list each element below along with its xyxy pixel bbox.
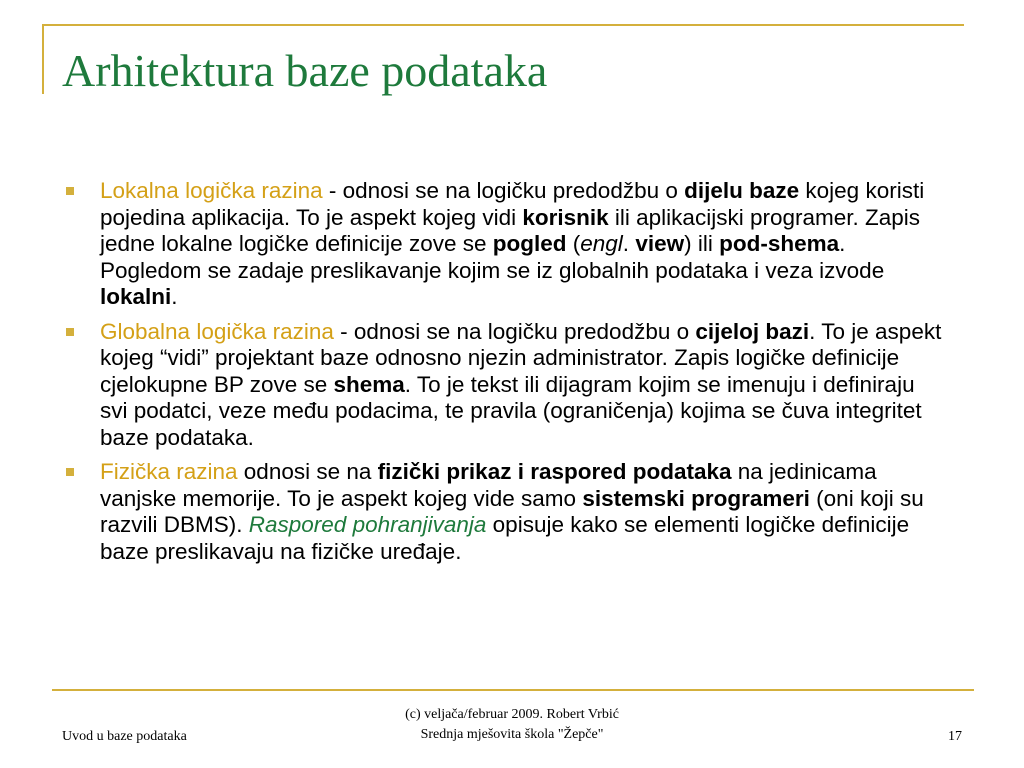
bold-term: pod-shema xyxy=(719,231,840,256)
bullet-item-physical-level xyxy=(66,459,946,565)
footer-school-line: Srednja mješovita škola "Žepče" xyxy=(420,727,604,742)
bold-term: cijeloj bazi xyxy=(695,318,810,344)
square-bullet-icon xyxy=(66,468,74,476)
text-segment: . To je tekst ili dijagram kojim se imenuju i definiraju svi podatci, veze među podacima, te pravila (ograničenja) kojima se čuva integritet baze podataka. xyxy=(100,371,922,450)
footer-copyright-line: (c) veljača/februar 2009. Robert Vrbić xyxy=(405,707,619,722)
text-segment: na jedinicama vanjske memorije. To je aspekt kojeg vide samo xyxy=(100,459,877,511)
text-segment: ili aplikacijski programer. Zapis jedne lokalne logičke definicije zove se xyxy=(100,204,921,256)
italic-green-term: Raspored pohranjivanja xyxy=(248,512,487,537)
bold-term: pogled xyxy=(492,231,567,256)
footer-copyright xyxy=(300,705,724,745)
text-segment: (oni koji su razvili DBMS). xyxy=(100,485,924,537)
text-segment: odnosi se na xyxy=(237,459,378,484)
text-segment: opisuje kako se elementi logičke definicije baze preslikavaju na fizičke uređaje. xyxy=(100,512,910,564)
term-global-logical-level: Globalna logička razina xyxy=(100,318,334,344)
term-local-logical-level: Lokalna logička razina xyxy=(100,178,323,203)
text-segment: . Pogledom se zadaje preslikavanje kojim se iz globalnih podataka i veza izvode xyxy=(100,231,885,283)
slide-body xyxy=(66,178,946,573)
square-bullet-icon xyxy=(66,187,74,195)
bullet-item-local-logical-level xyxy=(66,178,946,311)
text-segment: . xyxy=(171,284,178,309)
bold-term: korisnik xyxy=(522,204,609,230)
bold-term: lokalni xyxy=(100,284,172,309)
text-segment: kojeg koristi pojedina aplikacija. To je aspekt kojeg vidi xyxy=(100,178,925,230)
bold-term: fizički prikaz i raspored podataka xyxy=(377,459,732,484)
bullet-text xyxy=(100,459,924,564)
bullet-text xyxy=(100,319,941,450)
italic-term: engl xyxy=(580,231,623,256)
top-accent-rule xyxy=(42,24,964,26)
square-bullet-icon xyxy=(66,328,74,336)
page-number: 17 xyxy=(948,729,962,744)
bullet-text xyxy=(100,178,924,309)
bold-term: dijelu baze xyxy=(684,178,800,203)
text-segment: . To je aspekt kojeg “vidi” projektant baze odnosno njezin administrator. Zapis logičke definicije cjelokupne BP zove se xyxy=(100,318,942,397)
bold-term: shema xyxy=(333,371,405,397)
text-segment: ) ili xyxy=(684,231,720,256)
bold-term: sistemski programeri xyxy=(582,485,810,511)
footer-course-title: Uvod u baze podataka xyxy=(62,729,187,744)
bold-term: view xyxy=(635,231,685,256)
term-physical-level: Fizička razina xyxy=(100,459,238,484)
text-segment: - odnosi se na logičku predodžbu o xyxy=(333,318,696,344)
text-segment: . xyxy=(622,231,636,256)
text-segment: ( xyxy=(566,231,581,256)
footer-accent-rule xyxy=(52,689,974,691)
left-accent-rule xyxy=(42,24,44,94)
bullet-item-global-logical-level xyxy=(66,319,946,452)
slide-title: Arhitektura baze podataka xyxy=(62,45,548,96)
text-segment: - odnosi se na logičku predodžbu o xyxy=(322,178,685,203)
